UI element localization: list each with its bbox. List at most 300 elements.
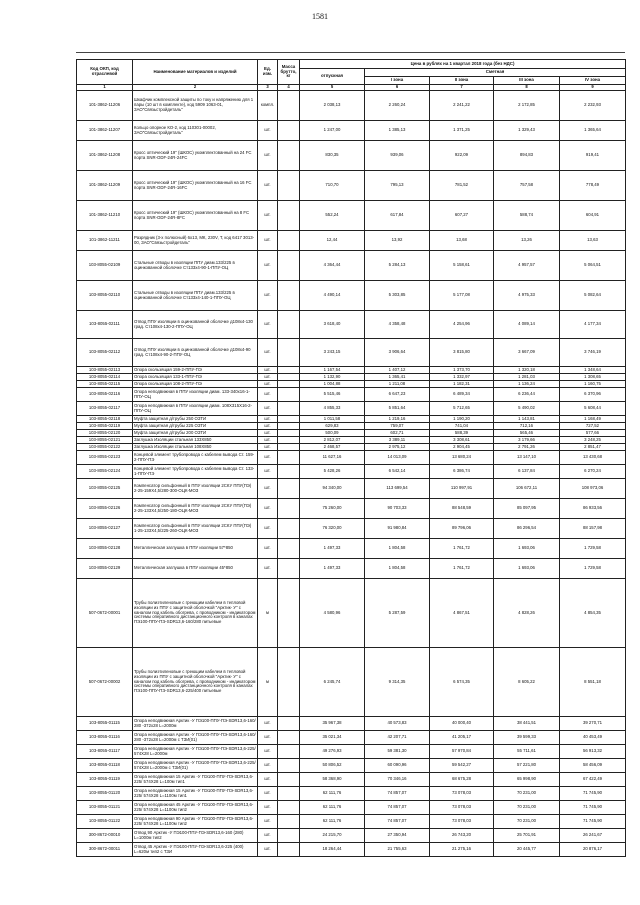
price-zone-4: 71 745,90 (560, 801, 626, 815)
price-zone-1: 939,06 (365, 141, 430, 171)
price-zone-1: 90 703,33 (365, 499, 430, 519)
column-index: 4 (278, 85, 300, 91)
unit-cell: шт. (258, 745, 278, 759)
price-zone-3: 757,58 (494, 171, 560, 201)
price-release: 1 011,58 (300, 416, 365, 423)
material-name: Опора неподвижная в ППУ изоляции диам. 133-340х16-1-ППУ-ОЦ (133, 388, 258, 402)
price-zone-2: 13 680,24 (430, 451, 494, 465)
mass-cell (278, 381, 300, 388)
table-row (77, 451, 626, 465)
product-code: 507-0672-00001 (77, 579, 133, 648)
product-code: 101-3862-11208 (77, 141, 133, 171)
price-zone-1: 2 975,12 (365, 444, 430, 451)
mass-cell (278, 281, 300, 311)
price-release: 1 004,88 (300, 381, 365, 388)
material-name: Заглушка Изоляции стальная 108Х850 (133, 444, 258, 451)
price-zone-3: 8 605,22 (494, 648, 560, 717)
price-zone-3: 1 693,06 (494, 539, 560, 559)
mass-cell (278, 231, 300, 251)
price-zone-4: 1 308,65 (560, 374, 626, 381)
mass-cell (278, 759, 300, 773)
table-row (77, 367, 626, 374)
price-zone-3: 65 998,90 (494, 773, 560, 787)
unit-cell: шт. (258, 281, 278, 311)
price-zone-1: 74 857,07 (365, 801, 430, 815)
price-zone-4: 8 551,18 (560, 648, 626, 717)
price-zone-1: 40 573,83 (365, 717, 430, 731)
price-release: 552,24 (300, 201, 365, 231)
price-zone-3: 3 179,66 (494, 437, 560, 444)
product-code: 101-3862-11207 (77, 121, 133, 141)
mass-cell (278, 451, 300, 465)
price-zone-3: 6 236,44 (494, 388, 560, 402)
mass-cell (278, 519, 300, 539)
table-row (77, 499, 626, 519)
price-zone-3: 86 296,54 (494, 519, 560, 539)
unit-cell: шт. (258, 423, 278, 430)
material-name: Муфта защитная д/трубы 200 ОЗТИ (133, 430, 258, 437)
unit-cell: компл. (258, 91, 278, 121)
product-code: 103-8055-01119 (77, 773, 133, 787)
material-name: Опора скользящая 133-1-ППУ-ПЭ (133, 374, 258, 381)
table-row (77, 121, 626, 141)
price-zone-3: 6 137,84 (494, 465, 560, 479)
price-zone-1: 60 090,96 (365, 759, 430, 773)
product-code: 103-8055-02109 (77, 251, 133, 281)
unit-cell: шт. (258, 539, 278, 559)
price-zone-4: 58 456,09 (560, 759, 626, 773)
table-row (77, 787, 626, 801)
mass-cell (278, 402, 300, 416)
price-zone-4: 6 370,96 (560, 388, 626, 402)
material-name: Опора неподвижная 15 Арктик -У ПЭ100-ППУ-ПЭ-SDR13,6-225/ 574Х28 L=1100м тип1 (133, 787, 258, 801)
price-release: 50 806,52 (300, 759, 365, 773)
material-name: Опора неподвижная в ППУ изоляции диам. 108Х315Х16-2-ППУ-ОЦ (133, 402, 258, 416)
price-zone-2: 5 712,65 (430, 402, 494, 416)
unit-cell: шт. (258, 773, 278, 787)
product-code: 300-8672-00011 (77, 843, 133, 857)
price-release: 58 368,90 (300, 773, 365, 787)
price-zone-1: 1 407,12 (365, 367, 430, 374)
price-zone-2: 4 867,51 (430, 579, 494, 648)
product-code: 103-8055-01117 (77, 745, 133, 759)
table-row (77, 731, 626, 745)
price-release: 629,83 (300, 423, 365, 430)
table-row (77, 339, 626, 367)
material-name: Отвод 90 Арктик -У ПЭ100-ППУ-ПЭ-SDR13,6-160 (280) L=1000м тип2 (133, 829, 258, 843)
product-code: 101-3862-11209 (77, 171, 133, 201)
price-zone-3: 20 445,77 (494, 843, 560, 857)
price-zone-3: 712,16 (494, 423, 560, 430)
material-name: Опора неподвижная 45 Арктик -У ПЭ100-ППУ-ПЭ-SDR13,6-225/ 574Х28 L=1100м тип2 (133, 801, 258, 815)
price-zone-1: 5 287,59 (365, 579, 430, 648)
price-zone-4: 56 913,32 (560, 745, 626, 759)
mass-cell (278, 717, 300, 731)
price-zone-3: 1 329,43 (494, 121, 560, 141)
price-release: 2 038,13 (300, 91, 365, 121)
price-zone-3: 57 221,80 (494, 759, 560, 773)
price-zone-2: 6 574,35 (430, 648, 494, 717)
price-zone-2: 922,09 (430, 141, 494, 171)
price-zone-1: 74 857,07 (365, 787, 430, 801)
unit-cell: шт. (258, 381, 278, 388)
product-code: 103-8055-01122 (77, 815, 133, 829)
price-zone-3: 3 667,09 (494, 339, 560, 367)
table-body (77, 91, 626, 857)
material-name: Заглушка Изоляции стальная 133Х850 (133, 437, 258, 444)
unit-cell: шт. (258, 717, 278, 731)
price-zone-1: 113 699,54 (365, 479, 430, 499)
mass-cell (278, 745, 300, 759)
mass-cell (278, 311, 300, 339)
price-zone-2: 741,04 (430, 423, 494, 430)
material-name: Муфта защитная д/трубы 250 ОЗТИ (133, 416, 258, 423)
price-zone-2: 5 158,61 (430, 251, 494, 281)
price-zone-3: 2 172,85 (494, 91, 560, 121)
mass-cell (278, 171, 300, 201)
price-zone-3: 55 711,61 (494, 745, 560, 759)
price-zone-1: 74 857,07 (365, 815, 430, 829)
mass-cell (278, 423, 300, 430)
price-zone-1: 1 365,41 (365, 374, 430, 381)
header-code: Код ОКП, код отраслевой (77, 60, 133, 85)
price-zone-4: 1 160,75 (560, 381, 626, 388)
mass-cell (278, 479, 300, 499)
product-code: 103-8055-02114 (77, 374, 133, 381)
unit-cell: шт. (258, 311, 278, 339)
mass-cell (278, 251, 300, 281)
price-zone-2: 781,52 (430, 171, 494, 201)
material-name: Компенсатор сильфонный в ППУ изоляции 2СКУ ППУ(ПЭ) 2-25-159Х4,5/280-300-ОЦК-МОЗ (133, 479, 258, 499)
price-zone-4: 3 248,25 (560, 437, 626, 444)
price-zone-4: 1 348,64 (560, 367, 626, 374)
price-release: 62 111,76 (300, 787, 365, 801)
table-row (77, 423, 626, 430)
price-zone-3: 1 143,81 (494, 416, 560, 423)
price-zone-4: 2 232,93 (560, 91, 626, 121)
price-zone-3: 4 957,57 (494, 251, 560, 281)
price-zone-1: 1 211,08 (365, 381, 430, 388)
table-row (77, 579, 626, 648)
price-zone-2: 1 761,72 (430, 539, 494, 559)
table-row (77, 539, 626, 559)
mass-cell (278, 437, 300, 444)
material-name: Кросс оптический 19" (ШКОС) укомплектованный на 24 FC порта SNR-ODF-24R-24FC (133, 141, 258, 171)
price-zone-4: 5 608,44 (560, 402, 626, 416)
price-zone-4: 577,66 (560, 430, 626, 437)
header-name: Наименование материалов и изделий (133, 60, 258, 85)
price-zone-4: 108 973,06 (560, 479, 626, 499)
table-row (77, 759, 626, 773)
price-zone-2: 588,39 (430, 430, 494, 437)
table-row (77, 416, 626, 423)
mass-cell (278, 416, 300, 423)
product-code: 103-8055-02115 (77, 381, 133, 388)
unit-cell: шт. (258, 416, 278, 423)
unit-cell: шт. (258, 367, 278, 374)
material-name: Металлическая заглушка в ППУ изоляции 57*850 (133, 539, 258, 559)
header-release: отпускная (300, 69, 365, 85)
price-zone-3: 1 136,24 (494, 381, 560, 388)
table-row (77, 519, 626, 539)
header-unit: Ед. изм. (258, 60, 278, 85)
unit-cell: шт. (258, 815, 278, 829)
product-code: 103-8055-02127 (77, 519, 133, 539)
price-release: 35 967,38 (300, 717, 365, 731)
product-code: 103-8055-02113 (77, 367, 133, 374)
table-row (77, 251, 626, 281)
price-zone-1: 14 013,09 (365, 451, 430, 465)
price-zone-1: 602,71 (365, 430, 430, 437)
mass-cell (278, 773, 300, 787)
product-code: 103-8055-02120 (77, 430, 133, 437)
table-row (77, 843, 626, 857)
price-zone-2: 110 997,91 (430, 479, 494, 499)
price-zone-2: 41 205,17 (430, 731, 494, 745)
material-name: Отвод ППУ изоляции в оцинкованной оболочке д108х4-90 град. Ст108х4-90-2-ППУ-ОЦ (133, 339, 258, 367)
price-release: 4 490,14 (300, 281, 365, 311)
product-code: 103-8055-02123 (77, 451, 133, 465)
price-zone-4: 919,41 (560, 141, 626, 171)
price-zone-4: 71 745,90 (560, 787, 626, 801)
table-row (77, 815, 626, 829)
table-row (77, 465, 626, 479)
price-zone-3: 106 672,11 (494, 479, 560, 499)
material-name: Трубы полиэтиленовые с греющим кабелем в тепловой изоляции из ППУ с защитной оболочкой "Арктик- У" с каналом под кабель обогрева, с проводником - индикатором системы оперативного дистанционного контроля в каналах ПЭ100-ППУ-ПЭ-SDR13,6-225/400 питьевые (133, 648, 258, 717)
price-zone-4: 71 745,90 (560, 815, 626, 829)
price-zone-1: 1 804,58 (365, 539, 430, 559)
price-zone-1: 27 350,94 (365, 829, 430, 843)
price-zone-2: 26 743,20 (430, 829, 494, 843)
price-zone-4: 13,63 (560, 231, 626, 251)
header-estimated: Сметная (365, 69, 626, 77)
table-row (77, 829, 626, 843)
product-code: 300-8672-00010 (77, 829, 133, 843)
mass-cell (278, 499, 300, 519)
unit-cell: шт. (258, 430, 278, 437)
product-code: 103-8055-02116 (77, 388, 133, 402)
unit-cell: шт. (258, 829, 278, 843)
price-zone-3: 38 441,51 (494, 717, 560, 731)
price-zone-1: 5 851,64 (365, 402, 430, 416)
product-code: 103-8055-02124 (77, 465, 133, 479)
price-zone-2: 1 332,97 (430, 374, 494, 381)
mass-cell (278, 367, 300, 374)
price-zone-1: 91 980,84 (365, 519, 430, 539)
price-release: 1 247,00 (300, 121, 365, 141)
price-zone-1: 21 755,63 (365, 843, 430, 857)
price-zone-4: 5 082,64 (560, 281, 626, 311)
material-name: Трубы полиэтиленовые с греющим кабелем в тепловой изоляции из ППУ с защитной оболочкой "Арктик- У" с каналом под кабель обогрева, с проводником - индикатором системы оперативного дистанционного контроля в каналах ПЭ100-ППУ-ПЭ-SDR13,6-160/280 питьевые (133, 579, 258, 648)
price-zone-4: 2 851,47 (560, 444, 626, 451)
price-zone-1: 1 219,16 (365, 416, 430, 423)
unit-cell: шт. (258, 519, 278, 539)
price-release: 24 215,70 (300, 829, 365, 843)
mass-cell (278, 829, 300, 843)
price-zone-1: 42 207,71 (365, 731, 430, 745)
unit-cell: шт. (258, 231, 278, 251)
table-row (77, 437, 626, 444)
price-release: 830,35 (300, 141, 365, 171)
product-code: 103-8055-02111 (77, 311, 133, 339)
mass-cell (278, 801, 300, 815)
price-zone-4: 1 365,64 (560, 121, 626, 141)
product-code: 103-8055-02117 (77, 402, 133, 416)
material-name: Концевой элемент трубопровода с кабелем вывода Ст. 133-1-ППУ-ПЭ (133, 465, 258, 479)
product-code: 103-8055-02122 (77, 444, 133, 451)
unit-cell: шт. (258, 801, 278, 815)
mass-cell (278, 843, 300, 857)
price-release: 94 340,00 (300, 479, 365, 499)
price-zone-2: 5 177,08 (430, 281, 494, 311)
product-code: 103-8055-02119 (77, 423, 133, 430)
price-zone-2: 68 675,28 (430, 773, 494, 787)
unit-cell: шт. (258, 465, 278, 479)
product-code: 103-8055-01116 (77, 731, 133, 745)
price-zone-1: 70 346,16 (365, 773, 430, 787)
price-zone-2: 40 000,40 (430, 717, 494, 731)
material-name: Стальные отводы в изоляции ППУ диам.133/225 в оцинкованной оболочке Ст133х4-140-1-ППУ-ОЦ (133, 281, 258, 311)
header-price-group: Цена в рублях на 1 квартал 2018 года (без НДС) (300, 60, 626, 69)
price-zone-4: 6 270,24 (560, 465, 626, 479)
price-zone-3: 894,83 (494, 141, 560, 171)
price-release: 62 111,76 (300, 801, 365, 815)
table-row (77, 374, 626, 381)
material-name: Опора неподвижная Арктик -У ПЭ100-ППУ-ПЭ-SDR13,6-160/ 280 -372х28 L=2000м (133, 717, 258, 731)
price-release: 75 260,00 (300, 499, 365, 519)
price-release: 11 627,16 (300, 451, 365, 465)
table-row (77, 801, 626, 815)
price-zone-1: 5 303,85 (365, 281, 430, 311)
price-zone-2: 3 815,80 (430, 339, 494, 367)
table-row (77, 171, 626, 201)
material-name: Металлическая заглушка в ППУ изоляции 45*850 (133, 559, 258, 579)
price-zone-2: 3 308,61 (430, 437, 494, 444)
product-code: 103-8055-02128 (77, 539, 133, 559)
mass-cell (278, 430, 300, 437)
product-code: 103-8055-02112 (77, 339, 133, 367)
price-zone-2: 2 241,22 (430, 91, 494, 121)
price-zone-4: 604,91 (560, 201, 626, 231)
column-index: 1 (77, 85, 133, 91)
mass-cell (278, 815, 300, 829)
price-zone-3: 5 490,02 (494, 402, 560, 416)
price-zone-4: 40 453,49 (560, 731, 626, 745)
unit-cell: шт. (258, 339, 278, 367)
price-zone-4: 67 422,49 (560, 773, 626, 787)
top-rule (76, 52, 625, 53)
table-row (77, 141, 626, 171)
column-index: 6 (365, 85, 430, 91)
price-zone-2: 2 904,45 (430, 444, 494, 451)
unit-cell: шт. (258, 121, 278, 141)
price-zone-1: 795,13 (365, 171, 430, 201)
column-index: 8 (494, 85, 560, 91)
column-index: 7 (430, 85, 494, 91)
column-index: 5 (300, 85, 365, 91)
product-code: 103-8055-01115 (77, 717, 133, 731)
price-zone-4: 727,52 (560, 423, 626, 430)
price-zone-2: 59 542,27 (430, 759, 494, 773)
unit-cell: шт. (258, 141, 278, 171)
price-release: 2 468,57 (300, 444, 365, 451)
price-zone-3: 13,26 (494, 231, 560, 251)
mass-cell (278, 374, 300, 381)
price-zone-3: 2 791,26 (494, 444, 560, 451)
unit-cell: шт. (258, 201, 278, 231)
header-zone-3: III зона (494, 77, 560, 85)
material-name: Опора неподвижная 15 Арктик -У ПЭ100-ППУ-ПЭ-SDR13,6-225/ 574Х28 L=100м тип1 (133, 773, 258, 787)
price-zone-2: 57 970,84 (430, 745, 494, 759)
mass-cell (278, 579, 300, 648)
header-zone-2: II зона (430, 77, 494, 85)
price-zone-2: 6 489,34 (430, 388, 494, 402)
price-zone-3: 39 599,33 (494, 731, 560, 745)
price-zone-1: 3 389,11 (365, 437, 430, 444)
material-name: Кольцо опорное КО-2, код 110301-00002, ЗАО"Связьстройдеталь" (133, 121, 258, 141)
mass-cell (278, 539, 300, 559)
material-name: Концевой элемент трубопровода с кабелем вывода Ст. 159-2-ППУ-ПЭ (133, 451, 258, 465)
unit-cell: шт. (258, 437, 278, 444)
table-row (77, 311, 626, 339)
price-zone-2: 1 761,72 (430, 559, 494, 579)
mass-cell (278, 559, 300, 579)
mass-cell (278, 787, 300, 801)
price-zone-3: 1 693,06 (494, 559, 560, 579)
price-zone-2: 4 254,96 (430, 311, 494, 339)
table-row (77, 559, 626, 579)
table-row (77, 381, 626, 388)
product-code: 103-8055-02118 (77, 416, 133, 423)
price-release: 4 364,44 (300, 251, 365, 281)
price-zone-2: 1 182,31 (430, 381, 494, 388)
table-row (77, 773, 626, 787)
price-zone-3: 1 320,18 (494, 367, 560, 374)
mass-cell (278, 91, 300, 121)
price-zone-4: 778,49 (560, 171, 626, 201)
price-zone-3: 13 147,10 (494, 451, 560, 465)
price-zone-1: 6 647,23 (365, 388, 430, 402)
material-name: Опора неподвижная Арктик -У ПЭ100-ППУ-ПЭ-SDR13,6-225/ 574Х28 L=2000м с ТЗИ(01) (133, 759, 258, 773)
price-zone-2: 1 371,25 (430, 121, 494, 141)
mass-cell (278, 731, 300, 745)
price-zone-2: 6 386,74 (430, 465, 494, 479)
price-release: 1 132,90 (300, 374, 365, 381)
unit-cell: шт. (258, 451, 278, 465)
price-zone-1: 1 804,58 (365, 559, 430, 579)
price-zone-4: 3 746,19 (560, 339, 626, 367)
material-name: Стальные отводы в изоляции ППУ диам.133/225 в оцинкованной оболочке Ст133х4-90-1-ППУ-ОЦ (133, 251, 258, 281)
price-zone-1: 13,92 (365, 231, 430, 251)
table-row (77, 717, 626, 731)
price-zone-1: 1 385,13 (365, 121, 430, 141)
price-zone-3: 4 089,14 (494, 311, 560, 339)
price-release: 6 245,74 (300, 648, 365, 717)
unit-cell: шт. (258, 388, 278, 402)
price-zone-1: 617,84 (365, 201, 430, 231)
table-row (77, 402, 626, 416)
table-row (77, 430, 626, 437)
material-name: Компенсатор сильфонный в ППУ изоляции 2СКУ ППУ(ПЭ) 2-25-133Х4,5/250-180-ОЦК-МОЗ (133, 499, 258, 519)
material-name: Опора скользящая 108-2-ППУ-ПЭ (133, 381, 258, 388)
price-release: 500,09 (300, 430, 365, 437)
mass-cell (278, 444, 300, 451)
table-row (77, 444, 626, 451)
unit-cell: шт. (258, 731, 278, 745)
price-zone-1: 6 542,14 (365, 465, 430, 479)
mass-cell (278, 465, 300, 479)
material-name: Муфта защитная д/трубы 225 ОЗТИ (133, 423, 258, 430)
